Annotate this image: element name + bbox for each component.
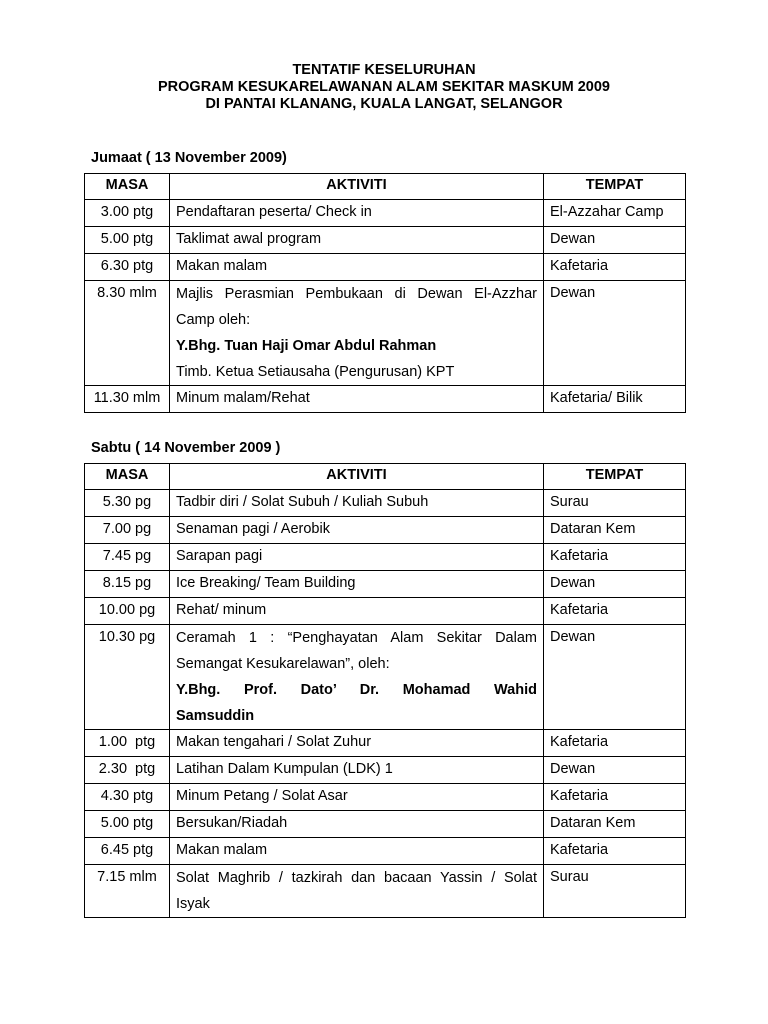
title-line-1: TENTATIF KESELURUHAN	[292, 62, 476, 78]
cell-masa: 4.30 ptg	[85, 784, 170, 811]
cell-tempat: Dewan	[544, 571, 686, 598]
cell-masa: 8.30 mlm	[85, 281, 170, 386]
table-row	[85, 517, 686, 544]
cell-tempat: Surau	[544, 865, 686, 918]
cell-aktiviti: Minum malam/Rehat	[170, 386, 544, 413]
aktiviti-line: Semangat Kesukarelawan”, oleh:	[176, 656, 390, 672]
cell-tempat: El-Azzahar Camp	[544, 200, 686, 227]
cell-tempat: Kafetaria	[544, 544, 686, 571]
table-row	[85, 838, 686, 865]
cell-aktiviti	[170, 625, 544, 730]
cell-masa: 8.15 pg	[85, 571, 170, 598]
aktiviti-line: Isyak	[176, 896, 210, 912]
cell-aktiviti: Makan malam	[170, 254, 544, 281]
table-row	[85, 227, 686, 254]
table-row	[85, 625, 686, 730]
header-masa: MASA	[85, 464, 170, 490]
cell-tempat: Dewan	[544, 757, 686, 784]
cell-aktiviti: Ice Breaking/ Team Building	[170, 571, 544, 598]
cell-aktiviti: Latihan Dalam Kumpulan (LDK) 1	[170, 757, 544, 784]
cell-masa: 7.00 pg	[85, 517, 170, 544]
cell-aktiviti: Sarapan pagi	[170, 544, 544, 571]
cell-tempat: Surau	[544, 490, 686, 517]
table-header-row	[85, 174, 686, 200]
cell-tempat: Dewan	[544, 227, 686, 254]
cell-tempat: Dewan	[544, 625, 686, 730]
cell-aktiviti: Tadbir diri / Solat Subuh / Kuliah Subuh	[170, 490, 544, 517]
speaker-title: Timb. Ketua Setiausaha (Pengurusan) KPT	[176, 364, 455, 380]
cell-tempat: Kafetaria	[544, 838, 686, 865]
cell-masa: 2.30 ptg	[85, 757, 170, 784]
cell-tempat: Kafetaria	[544, 598, 686, 625]
cell-masa: 7.15 mlm	[85, 865, 170, 918]
document-title-block	[0, 62, 768, 113]
aktiviti-line: Majlis Perasmian Pembukaan di Dewan El-Azzhar	[176, 286, 537, 302]
cell-aktiviti: Rehat/ minum	[170, 598, 544, 625]
header-tempat: TEMPAT	[544, 464, 686, 490]
title-line-2: PROGRAM KESUKARELAWANAN ALAM SEKITAR MASKUM 2009	[158, 79, 610, 95]
cell-masa: 5.30 pg	[85, 490, 170, 517]
cell-aktiviti	[170, 281, 544, 386]
cell-aktiviti: Pendaftaran peserta/ Check in	[170, 200, 544, 227]
cell-masa: 7.45 pg	[85, 544, 170, 571]
speaker-name: Y.Bhg. Tuan Haji Omar Abdul Rahman	[176, 338, 437, 354]
table-row	[85, 490, 686, 517]
cell-aktiviti: Minum Petang / Solat Asar	[170, 784, 544, 811]
aktiviti-line: Ceramah 1 : “Penghayatan Alam Sekitar Dalam	[176, 630, 537, 646]
speaker-name-cont: Samsuddin	[176, 708, 255, 724]
cell-masa: 1.00 ptg	[85, 730, 170, 757]
table-row	[85, 757, 686, 784]
cell-masa: 3.00 ptg	[85, 200, 170, 227]
table-row	[85, 784, 686, 811]
table-row	[85, 730, 686, 757]
cell-aktiviti: Senaman pagi / Aerobik	[170, 517, 544, 544]
cell-aktiviti: Makan tengahari / Solat Zuhur	[170, 730, 544, 757]
header-aktiviti: AKTIVITI	[170, 464, 544, 490]
cell-tempat: Kafetaria	[544, 254, 686, 281]
cell-tempat: Kafetaria	[544, 784, 686, 811]
table-row	[85, 571, 686, 598]
cell-masa: 10.30 pg	[85, 625, 170, 730]
table-row	[85, 865, 686, 918]
header-tempat: TEMPAT	[544, 174, 686, 200]
aktiviti-line: Camp oleh:	[176, 312, 251, 328]
schedule-table-sabtu	[84, 463, 686, 918]
table-row	[85, 598, 686, 625]
table-row	[85, 200, 686, 227]
table-row	[85, 386, 686, 413]
cell-masa: 11.30 mlm	[85, 386, 170, 413]
cell-masa: 5.00 ptg	[85, 811, 170, 838]
title-line-3: DI PANTAI KLANANG, KUALA LANGAT, SELANGOR	[205, 96, 563, 112]
cell-tempat: Kafetaria	[544, 730, 686, 757]
header-masa: MASA	[85, 174, 170, 200]
cell-aktiviti: Taklimat awal program	[170, 227, 544, 254]
day-heading-sabtu: Sabtu ( 14 November 2009 )	[91, 440, 281, 456]
table-row	[85, 254, 686, 281]
header-aktiviti: AKTIVITI	[170, 174, 544, 200]
cell-aktiviti: Makan malam	[170, 838, 544, 865]
speaker-name: Y.Bhg. Prof. Dato’ Dr. Mohamad Wahid	[176, 682, 537, 698]
cell-aktiviti: Bersukan/Riadah	[170, 811, 544, 838]
table-row	[85, 281, 686, 386]
table-row	[85, 811, 686, 838]
cell-masa: 6.30 ptg	[85, 254, 170, 281]
table-header-row	[85, 464, 686, 490]
day-heading-jumaat: Jumaat ( 13 November 2009)	[91, 150, 287, 166]
table-row	[85, 544, 686, 571]
cell-tempat: Dataran Kem	[544, 517, 686, 544]
cell-tempat: Dataran Kem	[544, 811, 686, 838]
cell-aktiviti	[170, 865, 544, 918]
cell-masa: 6.45 ptg	[85, 838, 170, 865]
cell-tempat: Dewan	[544, 281, 686, 386]
aktiviti-line: Solat Maghrib / tazkirah dan bacaan Yassin / Solat	[176, 870, 537, 886]
cell-masa: 10.00 pg	[85, 598, 170, 625]
cell-masa: 5.00 ptg	[85, 227, 170, 254]
schedule-table-jumaat	[84, 173, 686, 413]
cell-tempat: Kafetaria/ Bilik	[544, 386, 686, 413]
